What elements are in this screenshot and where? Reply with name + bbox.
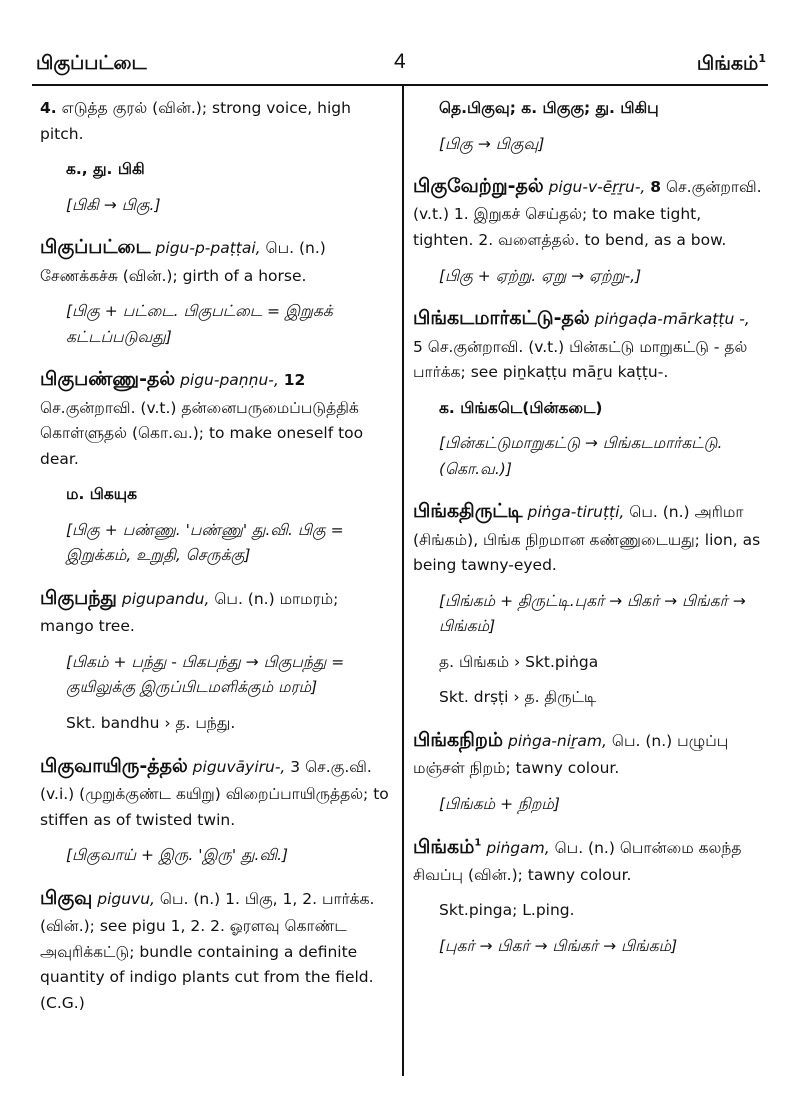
etymology: [பிங்கம் + திருட்டி.புகர் → பிகர் → பிங்கர் → பிங்கம்] (439, 591, 746, 636)
dictionary-entry (413, 832, 763, 960)
dictionary-entry (413, 725, 763, 817)
header-left-guideword: பிகுப்பட்டை (36, 52, 147, 74)
definition: 3 செ.கு.வி. (v.i.) (முறுக்குண்ட கயிறு) விறைப்பாயிருத்தல்; to stiffen as of twisted twin. (40, 757, 389, 829)
dictionary-entry (40, 883, 390, 1017)
definition: பெ. (n.) 1. பிகு, 1, 2. பார்க்க. (வின்.); see pigu 1, 2. 2. ஓரளவு கொண்ட அவுரிக்கட்டு; bundle containing a definite quantity of indigo plants cut from the field. (C.G.) (40, 889, 375, 1012)
dictionary-entry (40, 751, 390, 869)
etymology: [பிகம் + பந்து - பிகபந்து → பிகுபந்து = குயிலுக்கு இருப்பிடமளிக்கும் மரம்] (66, 652, 345, 697)
header-rule (32, 84, 768, 86)
transliteration: piṅgaḍa-mārkaṭṭu -, (594, 310, 750, 329)
column-divider (402, 86, 404, 1076)
transliteration: piṅga-tiruṭṭi, (527, 503, 625, 522)
headword: பிகுவேற்று-தல் (413, 175, 544, 198)
etymology: [புகர் → பிகர் → பிங்கர் → பிங்கம்] (439, 936, 678, 955)
etymology: [பிகு + பட்டை. பிகுபட்டை = இறுகக் கட்டப்படுவது] (66, 302, 333, 346)
page-number: 4 (394, 50, 406, 73)
sanskrit-note: Skt. bandhu › த. பந்து. (66, 714, 236, 733)
entry-continuation (413, 96, 763, 157)
cognates: ம. பிகயுக (66, 485, 138, 504)
headword: பிகுபந்து (40, 587, 117, 609)
etymology: [பிகு + ஏற்று. ஏறு → ஏற்று-,] (439, 266, 642, 285)
sanskrit-note: த. பிங்கம் › Skt.piṅga (439, 652, 599, 671)
etymology: [பிகி → பிகு.] (66, 195, 161, 214)
etymology: [பின்கட்டுமாறுகட்டு → பிங்கடமார்கட்டு. (கொ.வ.)] (439, 434, 723, 478)
etymology: [பிகு + பண்ணு. 'பண்ணு' து.வி. பிகு = இறுக்கம், உறுதி, செருக்கு] (66, 520, 344, 565)
headword: பிங்கம்$^1$ (413, 835, 482, 858)
dictionary-entry (413, 171, 763, 289)
dictionary-entry (40, 364, 390, 569)
entry-continuation: 4. எடுத்த குரல் (வின்.); strong voice, high pitch. க., து. பிகி [பிகி → பிகு.] (40, 96, 390, 218)
sanskrit-note: Skt.pinga; L.ping. (439, 901, 575, 920)
definition: பெ. (n.) பொன்மை கலந்த சிவப்பு (வின்.); tawny colour. (413, 838, 742, 884)
definition: செ.குன்றாவி. (v.t.) 1. இறுகச் செய்தல்; to make tight, tighten. 2. வளைத்தல். to bend, as a bow. (413, 178, 762, 250)
conjugation-class: 12 (283, 371, 306, 390)
definition: பெ. (n.) மாமரம்; mango tree. (40, 590, 339, 636)
etymology: [பிகுவாய் + இரு. 'இரு' து.வி.] (66, 846, 289, 865)
transliteration: pigu-v-ēṟṟu-, (548, 178, 646, 197)
transliteration: piṅgam, (486, 838, 550, 857)
transliteration: piguvāyiru-, (192, 757, 286, 776)
definition: பெ. (n.) அரிமா (சிங்கம்), பிங்க நிறமான கண்ணுடையது; lion, as being tawny-eyed. (413, 503, 761, 575)
definition: பெ. (n.) பழுப்பு மஞ்சள் நிறம்; tawny colour. (413, 732, 729, 778)
transliteration: piṅga-niṟam, (508, 732, 607, 751)
headword: பிகுப்பட்டை (40, 236, 151, 259)
dictionary-entry (413, 303, 763, 482)
definition: செ.குன்றாவி. (v.t.) தன்னைபருமைப்படுத்திக் கொள்ளுதல் (கொ.வ.); to make oneself too dear. (40, 398, 364, 468)
etymology: [பிகு → பிகுவு] (439, 134, 545, 153)
page-header (36, 46, 766, 76)
headword: பிங்கநிறம் (413, 729, 504, 752)
sanskrit-note: Skt. drṣṭi › த. திருட்டி (439, 688, 597, 707)
transliteration: piguvu, (97, 889, 155, 908)
etymology: [பிங்கம் + நிறம்] (439, 794, 560, 813)
dictionary-entry (40, 583, 390, 737)
left-column (40, 96, 390, 1030)
conjugation-class: 8 (650, 178, 662, 197)
dictionary-entry (413, 496, 763, 711)
transliteration: pigupandu, (121, 590, 210, 608)
header-right-guideword: பிங்கம்$^1$ (696, 52, 766, 75)
right-column (413, 96, 763, 974)
headword: பிகுவாயிரு-த்தல் (40, 754, 188, 777)
definition: பெ. (n.) சேணக்கச்சு (வின்.); girth of a horse. (40, 239, 326, 285)
cognates: க., து. பிகி (66, 160, 145, 179)
definition: 5 செ.குன்றாவி. (v.t.) பின்கட்டு மாறுகட்டு - தல் பார்க்க; see piṉkaṭṭu māṟu kaṭṭu-. (413, 337, 748, 382)
headword: பிங்கடமார்கட்டு-தல் (413, 307, 590, 330)
transliteration: pigu-paṇṇu-, (180, 371, 279, 390)
transliteration: pigu-p-paṭṭai, (155, 239, 261, 258)
headword: பிங்கதிருட்டி (413, 500, 523, 523)
cognates: தெ.பிகுவு; க. பிகுகு; து. பிகிபு (439, 99, 659, 117)
dictionary-entry (40, 232, 390, 350)
headword: பிகுவு (40, 886, 93, 909)
cognates: க. பிங்கடெ(பின்கடை) (439, 398, 603, 417)
headword: பிகுபண்ணு-தல் (40, 368, 176, 391)
